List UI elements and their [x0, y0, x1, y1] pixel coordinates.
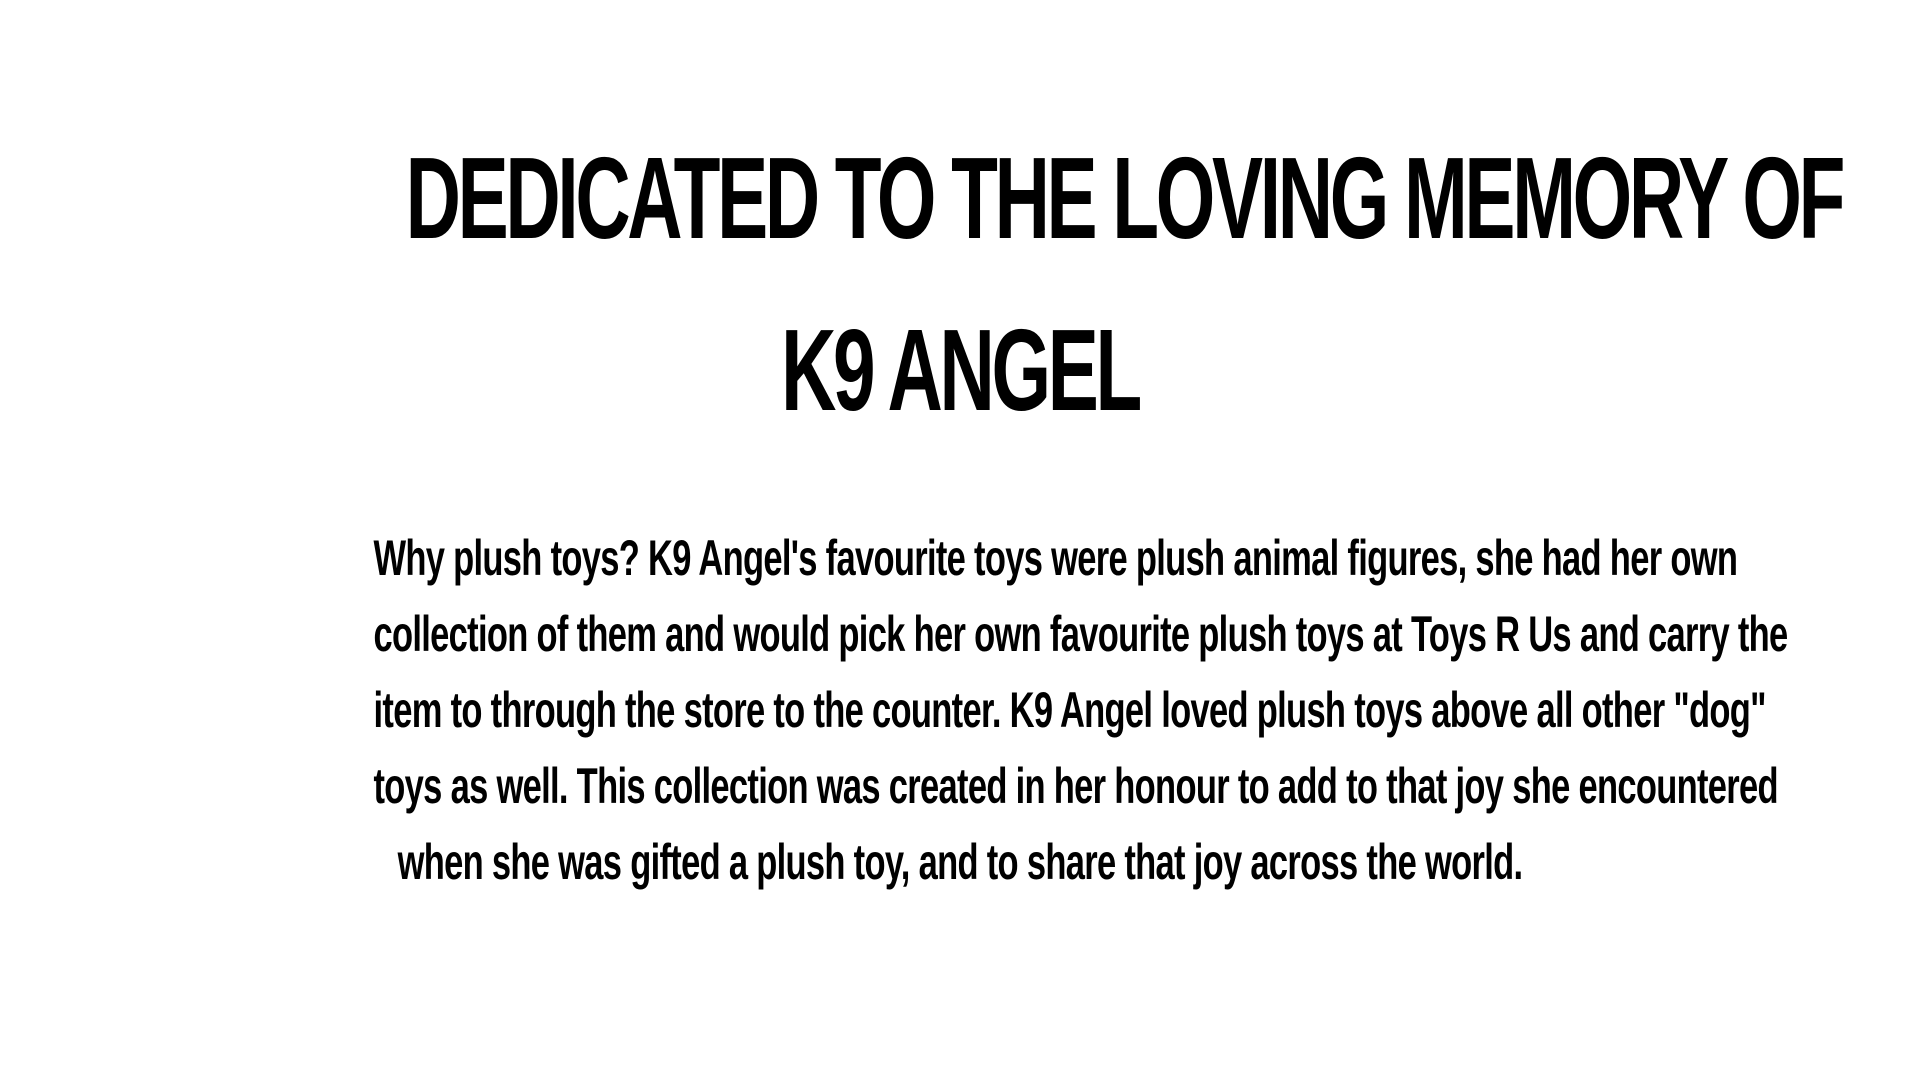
paragraph-line: toys as well. This collection was created in her honour to add to that joy she encountered	[373, 758, 1778, 814]
dedication-paragraph	[110, 520, 1810, 900]
page-title	[120, 112, 1843, 456]
title-line: DEDICATED TO THE LOVING MEMORY OF	[405, 133, 1843, 263]
paragraph-line: collection of them and would pick her own favourite plush toys at Toys R Us and carry the	[373, 606, 1788, 662]
paragraph-line: item to through the store to the counter. K9 Angel loved plush toys above all other "dog"	[373, 682, 1766, 738]
paragraph-line: Why plush toys? K9 Angel's favourite toys were plush animal figures, she had her own	[373, 530, 1738, 586]
title-line: K9 ANGEL	[781, 305, 1139, 435]
paragraph-line: when she was gifted a plush toy, and to share that joy across the world.	[397, 834, 1523, 890]
